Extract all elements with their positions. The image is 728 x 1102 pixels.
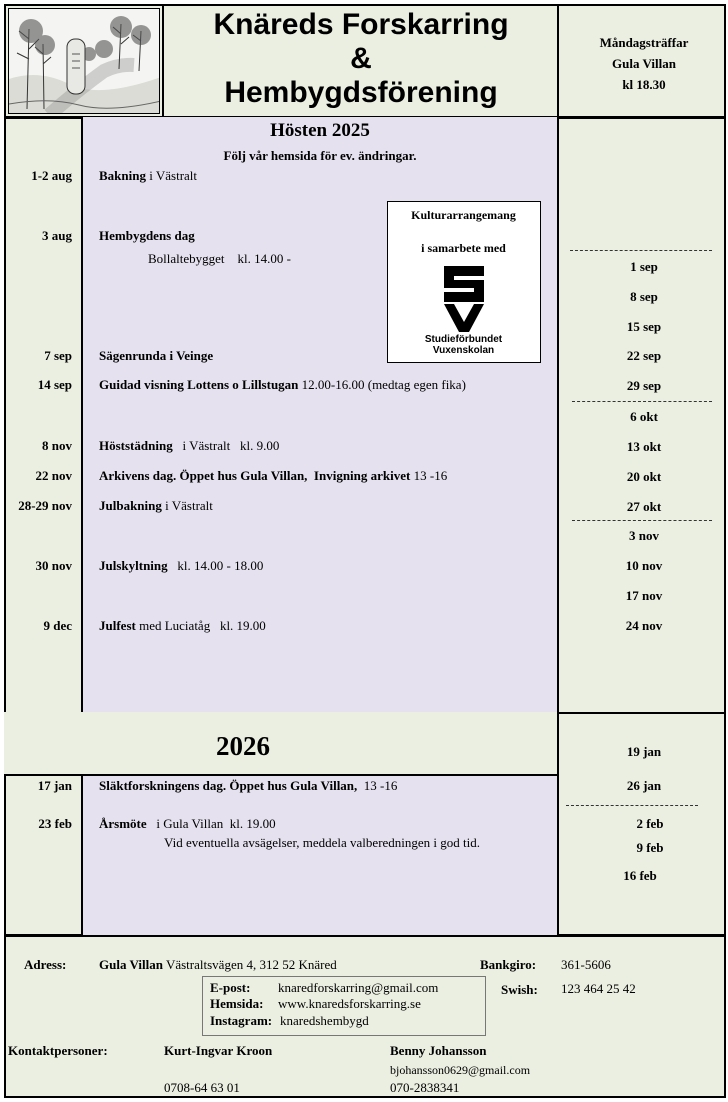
monday-date: 10 nov (625, 558, 663, 573)
month-divider (572, 520, 712, 521)
title-line3: Hembygdsförening (224, 76, 498, 109)
event-text: Julfest med Luciatåg kl. 19.00 (99, 618, 266, 633)
address: Gula Villan Västraltsvägen 4, 312 52 Knäred (99, 957, 337, 972)
monday-date: 17 nov (625, 588, 663, 603)
contact1-name: Kurt-Ingvar Kroon (164, 1043, 273, 1058)
event-date: 3 aug (42, 228, 72, 243)
contact2-name: Benny Johansson (390, 1043, 487, 1058)
monday-title: Måndagsträffar (599, 35, 689, 50)
swish-label: Swish: (501, 982, 538, 997)
contact2-phone: 070-2838341 (390, 1080, 460, 1095)
monday-date: 29 sep (626, 378, 662, 393)
event-date: 30 nov (35, 558, 72, 573)
title-line2: & (350, 42, 372, 75)
studieforbundet-logo-text: Studieförbundet Vuxenskolan (424, 334, 503, 356)
forest-path-image (8, 8, 160, 114)
month-divider (570, 250, 712, 251)
culture-partner-box (387, 201, 541, 363)
year-2026-heading: 2026 (216, 731, 270, 761)
event-text: Årsmöte i Gula Villan kl. 19.00 (99, 816, 276, 831)
event-text: Julskyltning kl. 14.00 - 18.00 (99, 558, 264, 573)
monday-date: 6 okt (630, 409, 658, 424)
email-label: E-post: (210, 980, 251, 995)
monday-place: Gula Villan (612, 56, 676, 71)
event-date: 22 nov (35, 468, 72, 483)
instagram-label: Instagram: (210, 1013, 273, 1028)
culture-line2: i samarbete med (421, 241, 506, 255)
event-text: Sägenrunda i Veinge (99, 348, 214, 363)
address-label: Adress: (24, 957, 67, 972)
event-date: 1-2 aug (31, 168, 72, 183)
monday-date: 16 feb (623, 868, 657, 883)
event-text: Bakning i Västralt (99, 168, 198, 183)
event-date: 28-29 nov (18, 498, 72, 513)
website-link[interactable]: www.knaredsforskarring.se (278, 996, 421, 1011)
contact1-phone: 0708-64 63 01 (164, 1080, 240, 1095)
monday-time: kl 18.30 (622, 77, 666, 92)
event-date: 17 jan (37, 778, 72, 793)
event-detail: Bollaltebygget kl. 14.00 - (148, 251, 291, 266)
monday-date: 15 sep (626, 319, 662, 334)
swish-number: 123 464 25 42 (561, 981, 636, 996)
monday-date: 2 feb (636, 816, 664, 831)
monday-date: 1 sep (630, 259, 658, 274)
event-text: Hembygdens dag (99, 228, 195, 243)
event-detail: Vid eventuella avsägelser, meddela valberedningen i god tid. (164, 835, 481, 850)
month-divider (566, 805, 698, 806)
monday-date: 24 nov (625, 618, 663, 633)
monday-date: 9 feb (636, 840, 664, 855)
org-title (166, 8, 556, 110)
year-2026-events-panel (81, 776, 559, 936)
event-text: Arkivens dag. Öppet hus Gula Villan, Invigning arkivet 13 -16 (99, 468, 448, 483)
monday-date: 3 nov (629, 528, 659, 543)
bankgiro-label: Bankgiro: (480, 957, 537, 972)
monday-date: 27 okt (626, 499, 662, 514)
website-label: Hemsida: (210, 996, 264, 1011)
monday-date: 8 sep (630, 289, 658, 304)
culture-line1: Kulturarrangemang (411, 208, 516, 222)
month-divider (572, 401, 712, 402)
monday-date: 19 jan (626, 744, 662, 759)
monday-date: 26 jan (626, 778, 662, 793)
email-link[interactable]: knaredforskarring@gmail.com (278, 980, 439, 995)
event-text: Höststädning i Västralt kl. 9.00 (99, 438, 280, 453)
instagram-link[interactable]: knaredshembygd (280, 1013, 369, 1028)
event-text: Julbakning i Västralt (99, 498, 213, 513)
autumn-subheading: Följ vår hemsida för ev. ändringar. (223, 148, 417, 163)
monday-date: 22 sep (626, 348, 662, 363)
event-date: 8 nov (42, 438, 72, 453)
event-date: 9 dec (43, 618, 72, 633)
bankgiro-number: 361-5606 (561, 957, 611, 972)
event-date: 14 sep (37, 377, 72, 392)
autumn-heading: Hösten 2025 (270, 120, 370, 141)
contact2-email[interactable]: bjohansson0629@gmail.com (390, 1063, 531, 1077)
monday-date: 13 okt (626, 439, 662, 454)
monday-date: 20 okt (626, 469, 662, 484)
contacts-label: Kontaktpersoner: (8, 1043, 108, 1058)
event-text: Släktforskningens dag. Öppet hus Gula Villan, 13 -16 (99, 778, 398, 793)
event-date: 23 feb (38, 816, 72, 831)
event-text: Guidad visning Lottens o Lillstugan 12.00-16.00 (medtag egen fika) (99, 377, 466, 392)
title-line1: Knäreds Forskarring (213, 8, 509, 41)
sv-logo-icon (440, 262, 488, 334)
event-date: 7 sep (44, 348, 72, 363)
monday-meetings-info (562, 32, 726, 95)
